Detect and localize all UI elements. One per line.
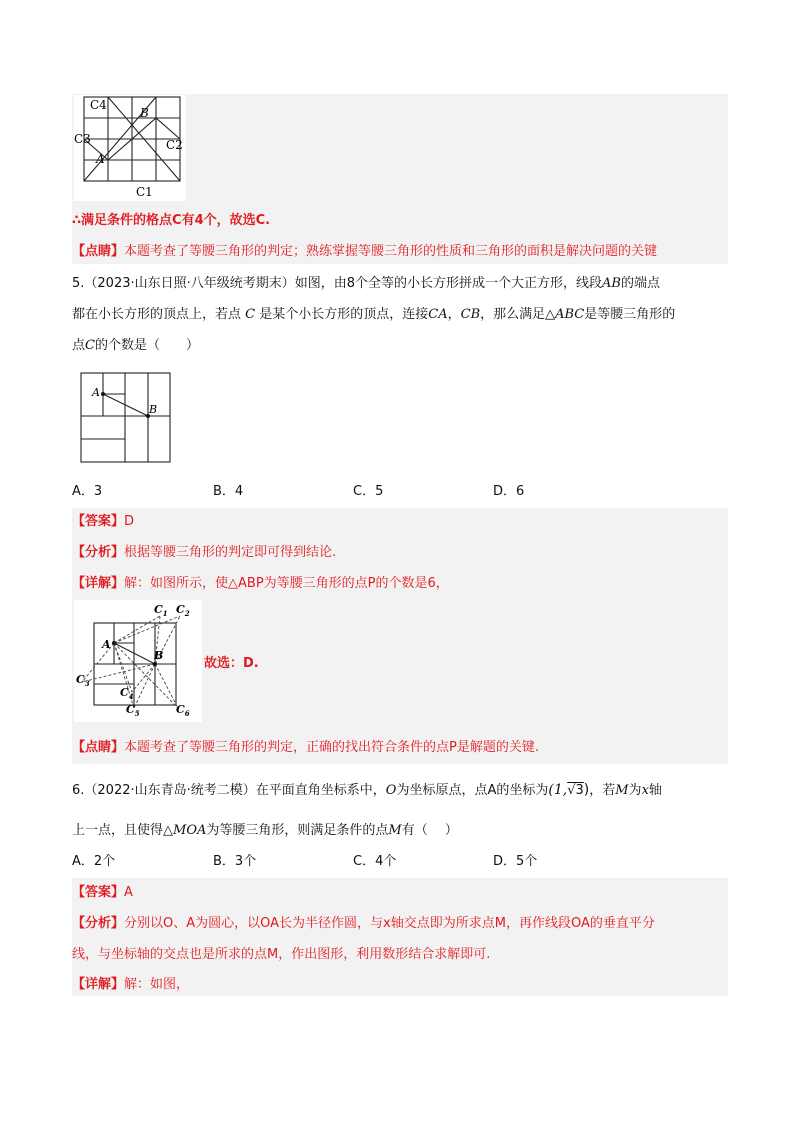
seg-ab: AB	[602, 276, 621, 291]
tri-moa: △MOA	[163, 823, 207, 838]
q6-t3: ，若	[589, 783, 616, 798]
answer-tag: 【答案】	[72, 514, 125, 529]
answer-tag-6: 【答案】	[72, 885, 125, 900]
coord-close: )	[583, 782, 590, 798]
top-note	[72, 243, 728, 261]
q5-line-2	[72, 306, 728, 324]
q6-option-c: C．4个	[353, 854, 397, 869]
q5-analysis	[72, 544, 728, 562]
q6-t1: 在平面直角坐标系中，	[255, 783, 386, 798]
sol-label-c2: $C_2$	[176, 603, 190, 618]
label-a: A	[96, 152, 105, 166]
q6-answer	[72, 884, 728, 902]
q5-text-2b: 是某个小长方形的顶点，连接	[259, 307, 429, 322]
top-conclusion: ∴满足条件的格点C有4个，故选C.	[72, 213, 271, 228]
sol-label-c6: $C_6$	[176, 703, 190, 718]
q5-answer	[72, 513, 728, 531]
q6-line-2	[72, 822, 728, 840]
q6-detail	[72, 976, 728, 994]
q5-option-d: D．6	[493, 484, 525, 499]
q6-analysis-2: 线，与坐标轴的交点也是所求的点M，作出图形，利用数形结合求解即可.	[72, 947, 491, 962]
q5-line-3	[72, 337, 728, 355]
point-m: M	[615, 783, 629, 798]
answer-value-6: A	[124, 885, 133, 900]
fig-label-b: B	[149, 403, 158, 416]
label-b: B	[140, 106, 149, 120]
note-text: 本题考查了等腰三角形的判定；熟练掌握等腰三角形的性质和三角形的面积是解决问题的关键	[124, 244, 658, 259]
q6-line-1	[72, 781, 728, 800]
detail-text-6: 解：如图，	[124, 977, 190, 992]
tri-abc: ABC	[555, 307, 585, 322]
label-c4: C4	[90, 98, 107, 112]
q5-text-1: 如图，由8个全等的小长方形拼成一个大正方形，线段	[294, 276, 603, 291]
q5-text-1-end: 的端点	[621, 276, 661, 291]
sol-label-a: A	[102, 638, 111, 651]
q6-t4: 为	[628, 783, 642, 798]
analysis-tag-6: 【分析】	[72, 916, 125, 931]
q6-number: 6.	[72, 783, 85, 798]
q6-text-2a: 上一点，且使得	[72, 823, 164, 838]
detail-tag-6: 【详解】	[72, 977, 125, 992]
x-axis: x	[641, 783, 649, 798]
q5-text-2d: 是等腰三角形的	[584, 307, 676, 322]
sol-label-c1: $C_1$	[154, 603, 168, 618]
q5-note	[72, 739, 728, 757]
q6-option-d: D．5个	[493, 854, 538, 869]
analysis-tag: 【分析】	[72, 545, 125, 560]
q5-text-3a: 点	[72, 338, 86, 353]
q5-number: 5.	[72, 276, 85, 291]
point-o: O	[385, 783, 397, 798]
label-c2: C2	[166, 138, 183, 152]
q5-choose: 故选：D.	[204, 656, 259, 671]
analysis-text-6a: 分别以O、A为圆心，以OA长为半径作圆，与x轴交点即为所求点M，再作线段OA的垂直平分	[124, 916, 655, 931]
q6-text-2c: 有（ ）	[401, 823, 458, 838]
analysis-text: 根据等腰三角形的判定即可得到结论.	[124, 545, 337, 560]
q5-line-1	[72, 275, 728, 293]
sol-label-c5: $C_5$	[126, 703, 140, 718]
label-c3: C3	[74, 132, 91, 146]
sol-label-c4: $C_4$	[120, 686, 134, 701]
q6-analysis-1	[72, 915, 728, 933]
seg-cb: CB	[460, 307, 481, 322]
q6-t2: 为坐标原点，点A的坐标为	[396, 783, 549, 798]
solution-figure	[74, 600, 202, 722]
detail-tag: 【详解】	[72, 576, 125, 591]
q5-text-3b: 的个数是（ ）	[94, 338, 199, 353]
q5-text-2c: ，那么满足△	[480, 307, 556, 322]
seg-ca: CA	[428, 307, 448, 322]
q6-t5: 轴	[648, 783, 662, 798]
q5-option-c: C．5	[353, 484, 384, 499]
rectangle-square-figure	[80, 372, 172, 464]
q5-text-2a: 都在小长方形的顶点上，若点	[72, 307, 242, 322]
label-c1: C1	[136, 185, 153, 199]
detail-text: 解：如图所示，使△ABP为等腰三角形的点P的个数是6，	[124, 576, 449, 591]
grid-figure-1	[74, 95, 186, 201]
q5-detail	[72, 575, 728, 593]
q6-option-a: A．2个	[72, 854, 116, 869]
sol-label-c3: $C_3$	[76, 673, 90, 688]
sol-label-b: B	[154, 649, 164, 662]
coord-open: (1,	[548, 782, 568, 798]
q5-source: （2023·山东日照·八年级统考期末）	[84, 276, 295, 291]
note-tag: 【点睛】	[72, 244, 125, 259]
note-tag-2: 【点睛】	[72, 740, 125, 755]
fig-label-a: A	[92, 386, 100, 399]
q6-source: （2022·山东青岛·统考二模）	[84, 783, 256, 798]
coord-sqrt: √3	[567, 783, 584, 798]
answer-value: D	[124, 514, 135, 529]
q5-option-a: A．3	[72, 484, 103, 499]
point-m-2: M	[388, 823, 402, 838]
q6-text-2b: 为等腰三角形，则满足条件的点	[206, 823, 389, 838]
q5-comma: ，	[447, 307, 461, 322]
q5-option-b: B．4	[213, 484, 244, 499]
point-c-2: C	[85, 338, 95, 353]
point-c: C	[245, 307, 256, 322]
note-text-2: 本题考查了等腰三角形的判定，正确的找出符合条件的点P是解题的关键.	[124, 740, 539, 755]
q6-option-b: B．3个	[213, 854, 257, 869]
